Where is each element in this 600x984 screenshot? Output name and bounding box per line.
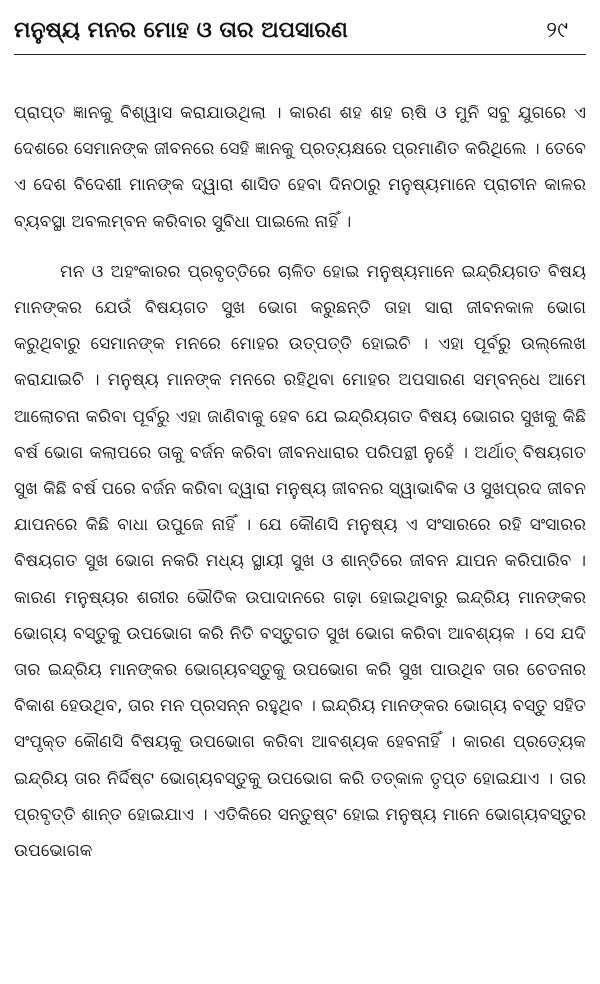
chapter-title: ମନୁଷ୍ୟ ମନର ମୋହ ଓ ତାର ଅପସାରଣ [14, 18, 348, 43]
running-header [14, 14, 586, 48]
header-rule [14, 54, 586, 55]
body-text [14, 95, 586, 869]
paragraph-2: ମନ ଓ ଅହଂକାରର ପ୍ରବୃତ୍ତିରେ ଚାଳିତ ହୋଇ ମନୁଷ୍ୟମାନେ ଇନ୍ଦ୍ରିୟଗତ ବିଷୟ ମାନଙ୍କର ଯେଉଁ ବିଷୟଗତ ସୁଖ ଭୋଗ କରୁଛନ୍ତି ତାହା ସାରା ଜୀବନକାଳ ଭୋଗ କରୁଥିବାରୁ ସେମାନଙ୍କ ମନରେ ମୋହର ଉତ୍ପତ୍ତି ହୋଇଚି । ଏହା ପୂର୍ବରୁ ଉଲ୍ଲେଖ କରାଯାଇଚି । ମନୁଷ୍ୟ ମାନଙ୍କ ମନରେ ରହିଥିବା ମୋହର ଅପସାରଣ ସମ୍ବନ୍ଧେ ଆମେ ଆଲୋଚନା କରିବା ପୂର୍ବରୁ ଏହା ଜାଣିବାକୁ ହେବ ଯେ ଇନ୍ଦ୍ରିୟଗତ ବିଷୟ ଭୋଗର ସୁଖକୁ କିଛି ବର୍ଷ ଭୋଗ କଲାପରେ ତାକୁ ବର୍ଜନ କରିବା ଜୀବନଧାରାର ପରିପନ୍ଥୀ ନୁହେଁ । ଅର୍ଥାତ୍ ବିଷୟଗତ ସୁଖ କିଛି ବର୍ଷ ପରେ ବର୍ଜନ କରିବା ଦ୍ୱାରା ମନୁଷ୍ୟ ଜୀବନର ସ୍ୱାଭାବିକ ଓ ସୁଖପ୍ରଦ ଜୀବନ ଯାପନରେ କିଛି ବାଧା ଉପୁଜେ ନାହିଁ । ଯେ କୌଣସି ମନୁଷ୍ୟ ଏ ସଂସାରରେ ରହି ସଂସାରର ବିଷୟଗତ ସୁଖ ଭୋଗ ନକରି ମଧ୍ୟ ସ୍ଥାୟୀ ସୁଖ ଓ ଶାନ୍ତିରେ ଜୀବନ ଯାପନ କରିପାରିବ । କାରଣ ମନୁଷ୍ୟର ଶରୀର ଭୌତିକ ଉପାଦାନରେ ଗଢ଼ା ହୋଇଥିବାରୁ ଇନ୍ଦ୍ରିୟ ମାନଙ୍କର ଭୋଗ୍ୟ ବସ୍ତୁକୁ ଉପଭୋଗ କରି ନିତି ବସ୍ତୁଗତ ସୁଖ ଭୋଗ କରିବା ଆବଶ୍ୟକ । ସେ ଯଦି ତାର ଇନ୍ଦ୍ରିୟ ମାନଙ୍କର ଭୋଗ୍ୟବସ୍ତୁକୁ ଉପଭୋଗ କରି ସୁଖ ପାଉଥିବ ତାର ଚେତନାର ବିକାଶ ହେଉଥିବ, ତାର ମନ ପ୍ରସନ୍ନ ରହୁଥିବ । ଇନ୍ଦ୍ରିୟ ମାନଙ୍କର ଭୋଗ୍ୟ ବସ୍ତୁ ସହିତ ସଂପୃକ୍ତ କୌଣସି ବିଷୟକୁ ଉପଭୋଗ କରିବା ଆବଶ୍ୟକ ହେବନାହିଁ । କାରଣ ପ୍ରତ୍ୟେକ ଇନ୍ଦ୍ରିୟ ତାର ନିର୍ଦ୍ଦିଷ୍ଟ ଭୋଗ୍ୟବସ୍ତୁକୁ ଉପଭୋଗ କରି ତତ୍କାଳ ତୃପ୍ତ ହୋଇଯାଏ । ତାର ପ୍ରବୃତ୍ତି ଶାନ୍ତ ହୋଇଯାଏ । ଏତିକିରେ ସନ୍ତୁଷ୍ଟ ହୋଇ ମନୁଷ୍ୟ ମାନେ ଭୋଗ୍ୟବସ୍ତୁର ଉପଭୋଗକ [14, 261, 586, 862]
page-number: ୨୯ [546, 18, 568, 43]
paragraph-1: ପ୍ରାପ୍ତ ଜ୍ଞାନକୁ ବିଶ୍ୱାସ କରାଯାଉଥିଲା । କାରଣ ଶହ ଶହ ଋଷି ଓ ମୁନି ସବୁ ଯୁଗରେ ଏ ଦେଶରେ ସେମାନଙ୍କ ଜୀବନରେ ସେହି ଜ୍ଞାନକୁ ପ୍ରତ୍ୟକ୍ଷରେ ପ୍ରମାଣିତ କରିଥିଲେ । ତେବେ ଏ ଦେଶ ବିଦେଶୀ ମାନଙ୍କ ଦ୍ୱାରା ଶାସିତ ହେବା ଦିନଠାରୁ ମନୁଷ୍ୟମାନେ ପ୍ରାଚୀନ କାଳର ବ୍ୟବସ୍ଥା ଅବଲମ୍ବନ କରିବାର ସୁବିଧା ପାଇଲେ ନାହିଁ । [14, 103, 586, 232]
